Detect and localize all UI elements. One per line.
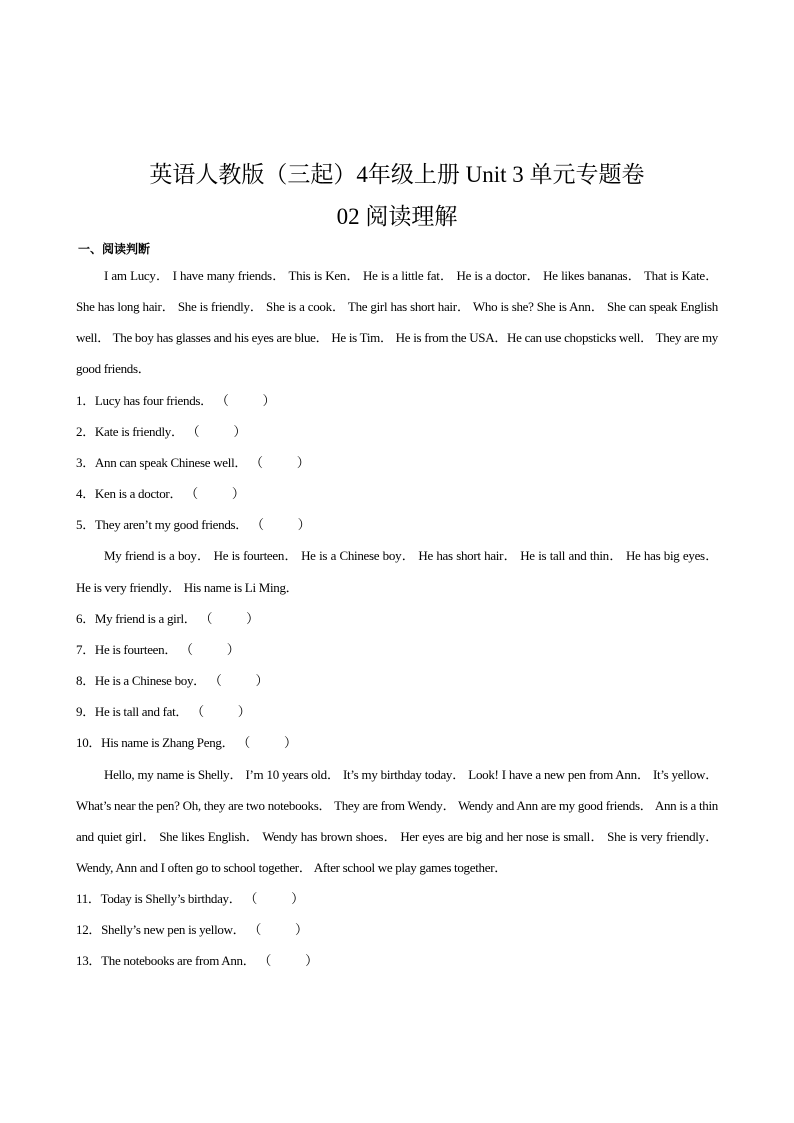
reading-content: [76, 260, 718, 977]
answer-bracket-open: （: [250, 454, 263, 470]
answer-bracket-open: （: [258, 953, 272, 969]
question-1: [76, 385, 718, 416]
reading-passage-1: I am Lucy． I have many friends． This is Ken． He is a little fat． He is a doctor． He likes bananas． That is Kate． She has long hair． She is friendly． She is a cook． The girl has short hair． Who is she? She is Ann． She can speak English well． The boy has glasses and his eyes are blue． He is Tim． He is from the USA．He can use chopsticks well． They are my good friends．: [76, 268, 718, 377]
answer-bracket-open: （: [208, 673, 222, 689]
answer-bracket-close: ）: [246, 610, 259, 626]
answer-bracket-close: ）: [291, 891, 304, 907]
answer-bracket-open: （: [250, 517, 264, 533]
question-text: 11．Today is Shelly’s birthday．: [76, 891, 242, 907]
question-text: 10．His name is Zhang Peng．: [76, 735, 235, 751]
document-subtitle: 02 阅读理解: [336, 204, 458, 229]
question-4: [76, 478, 718, 509]
question-3: [76, 447, 718, 478]
answer-bracket-close: ）: [255, 673, 269, 689]
question-text: 9．He is tall and fat．: [76, 704, 189, 720]
answer-bracket-open: （: [191, 704, 204, 720]
question-11: [76, 883, 718, 914]
question-text: 1．Lucy has four friends．: [76, 392, 213, 408]
question-text: 13．The notebooks are from Ann．: [76, 953, 256, 969]
question-9: [76, 696, 718, 727]
answer-bracket-close: ）: [262, 392, 276, 408]
question-7: [76, 634, 718, 665]
question-8: [76, 665, 718, 696]
question-10: [76, 727, 718, 758]
answer-bracket-close: ）: [296, 454, 310, 470]
reading-passage-2: My friend is a boy． He is fourteen． He is a Chinese boy． He has short hair． He is tall and thin． He has big eyes． He is very friendly． His name is Li Ming．: [76, 548, 718, 595]
question-13: [76, 945, 718, 976]
answer-bracket-close: ）: [297, 517, 311, 533]
question-2: [76, 416, 718, 447]
answer-bracket-open: （: [215, 392, 229, 408]
question-text: 2．Kate is friendly．: [76, 423, 184, 439]
question-5: [76, 509, 718, 540]
answer-bracket-close: ）: [226, 641, 240, 657]
question-12: [76, 914, 718, 945]
reading-passage-3: Hello, my name is Shelly． I’m 10 years old． It’s my birthday today． Look! I have a new pen from Ann． It’s yellow． What’s near the pen? Oh, they are two notebooks． They are from Wendy． Wendy and Ann are my good friends． Ann is a thin and quiet girl． She likes English． Wendy has brown shoes． Her eyes are big and her nose is small． She is very friendly． Wendy, Ann and I often go to school together． After school we play games together．: [76, 766, 718, 875]
section-heading: 一、阅读判断: [78, 242, 151, 256]
question-text: 8．He is a Chinese boy．: [76, 673, 206, 689]
answer-bracket-open: （: [244, 891, 258, 907]
answer-bracket-close: ）: [233, 423, 247, 439]
answer-bracket-close: ）: [283, 735, 297, 751]
question-text: 3．Ann can speak Chinese well．: [76, 454, 248, 470]
question-text: 5．They aren’t my good friends．: [76, 517, 248, 533]
answer-bracket-close: ）: [305, 953, 318, 969]
question-text: 4．Ken is a doctor．: [76, 486, 183, 502]
document-title: 英语人教版（三起）4年级上册 Unit 3 单元专题卷: [149, 162, 645, 187]
question-text: 7．He is fourteen．: [76, 641, 178, 657]
answer-bracket-open: （: [180, 641, 193, 657]
answer-bracket-open: （: [248, 922, 262, 938]
answer-bracket-open: （: [186, 423, 200, 439]
answer-bracket-open: （: [199, 610, 213, 626]
answer-bracket-close: ）: [237, 704, 251, 720]
answer-bracket-close: ）: [295, 922, 308, 938]
question-text: 12．Shelly’s new pen is yellow．: [76, 922, 246, 938]
answer-bracket-open: （: [185, 486, 198, 502]
question-text: 6．My friend is a girl．: [76, 610, 197, 626]
answer-bracket-close: ）: [231, 486, 245, 502]
answer-bracket-open: （: [237, 735, 250, 751]
question-6: [76, 603, 718, 634]
